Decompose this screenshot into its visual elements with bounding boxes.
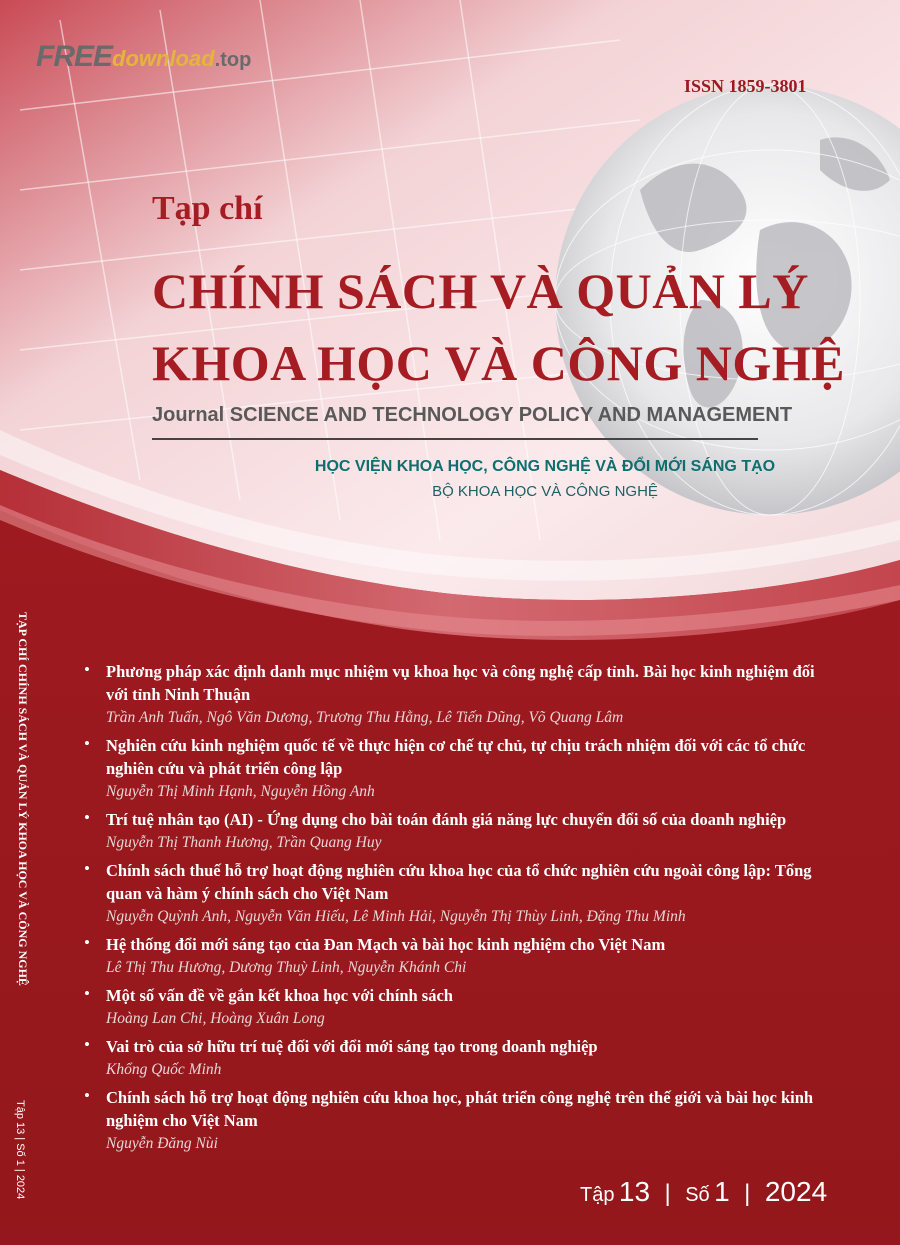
spine-title-text: TẠP CHÍ CHÍNH SÁCH VÀ QUẢN LÝ KHOA HỌC VÀ CÔNG NGHỆ bbox=[16, 612, 30, 986]
toc-item bbox=[78, 660, 838, 730]
bullet-icon: • bbox=[84, 660, 90, 679]
toc-item bbox=[78, 1086, 838, 1156]
article-authors: Nguyễn Thị Minh Hạnh, Nguyễn Hồng Anh bbox=[106, 783, 375, 800]
issue-separator: | bbox=[664, 1180, 671, 1207]
spine-issue bbox=[6, 1100, 28, 1240]
watermark-download: download bbox=[112, 46, 215, 71]
table-of-contents bbox=[78, 660, 838, 1160]
article-title: Chính sách thuế hỗ trợ hoạt động nghiên cứu khoa học của tổ chức nghiên cứu ngoài công lập: Tổng quan và hàm ý chính sách cho Việt Nam bbox=[106, 861, 812, 903]
journal-title-line-1: CHÍNH SÁCH VÀ QUẢN LÝ bbox=[152, 263, 809, 319]
toc-item bbox=[78, 808, 838, 855]
article-authors: Lê Thị Thu Hương, Dương Thuỳ Linh, Nguyễn Khánh Chi bbox=[106, 959, 467, 976]
toc-item bbox=[78, 859, 838, 929]
article-title: Một số vấn đề về gắn kết khoa học với chính sách bbox=[106, 986, 453, 1005]
toc-item bbox=[78, 734, 838, 804]
article-title: Vai trò của sở hữu trí tuệ đối với đổi mới sáng tạo trong doanh nghiệp bbox=[106, 1037, 598, 1056]
watermark-logo bbox=[36, 40, 251, 74]
issue-separator: | bbox=[744, 1180, 751, 1207]
watermark-top: .top bbox=[214, 49, 252, 71]
title-divider bbox=[152, 438, 758, 440]
bullet-icon: • bbox=[84, 1035, 90, 1054]
issue-year: 2024 bbox=[764, 1176, 828, 1207]
journal-english-title: Journal SCIENCE AND TECHNOLOGY POLICY AND MANAGEMENT bbox=[152, 404, 793, 426]
ministry-label: BỘ KHOA HỌC VÀ CÔNG NGHỆ bbox=[432, 483, 658, 500]
toc-item bbox=[78, 1035, 838, 1082]
article-authors: Hoàng Lan Chi, Hoàng Xuân Long bbox=[106, 1010, 325, 1027]
tap-chi-label: Tạp chí bbox=[152, 190, 263, 227]
toc-item bbox=[78, 933, 838, 980]
article-title: Nghiên cứu kinh nghiệm quốc tế về thực hiện cơ chế tự chủ, tự chịu trách nhiệm đối với các tổ chức nghiên cứu và phát triển công lập bbox=[106, 736, 806, 778]
issn-number: ISSN 1859-3801 bbox=[684, 76, 807, 96]
watermark-free: FREE bbox=[36, 40, 113, 73]
volume-label: Tập bbox=[580, 1184, 615, 1206]
issue-number: 1 bbox=[714, 1176, 730, 1207]
volume-number: 13 bbox=[618, 1176, 651, 1207]
bullet-icon: • bbox=[84, 808, 90, 827]
bullet-icon: • bbox=[84, 1086, 90, 1105]
bullet-icon: • bbox=[84, 734, 90, 753]
bullet-icon: • bbox=[84, 859, 90, 878]
article-title: Phương pháp xác định danh mục nhiệm vụ khoa học và công nghệ cấp tỉnh. Bài học kinh nghiệm đối với tỉnh Ninh Thuận bbox=[106, 662, 815, 704]
number-label: Số bbox=[685, 1184, 710, 1206]
article-authors: Nguyễn Thị Thanh Hương, Trần Quang Huy bbox=[106, 834, 382, 851]
spine-issue-text: Tập 13 | Số 1 | 2024 bbox=[14, 1100, 26, 1200]
article-title: Chính sách hỗ trợ hoạt động nghiên cứu khoa học, phát triển công nghệ trên thế giới và bài học kinh nghiệm cho Việt Nam bbox=[106, 1088, 814, 1130]
article-authors: Nguyễn Đăng Nùi bbox=[106, 1135, 218, 1152]
publisher-academy bbox=[0, 458, 900, 476]
issue-info bbox=[580, 1176, 827, 1208]
bullet-icon: • bbox=[84, 984, 90, 1003]
article-authors: Nguyễn Quỳnh Anh, Nguyễn Văn Hiếu, Lê Minh Hải, Nguyễn Thị Thùy Linh, Đặng Thu Minh bbox=[106, 908, 686, 925]
article-authors: Trần Anh Tuấn, Ngô Văn Dương, Trương Thu Hằng, Lê Tiến Dũng, Võ Quang Lâm bbox=[106, 709, 624, 726]
spine-title bbox=[6, 612, 32, 1032]
bullet-icon: • bbox=[84, 933, 90, 952]
academy-label: HỌC VIỆN KHOA HỌC, CÔNG NGHỆ VÀ ĐỔI MỚI SÁNG TẠO bbox=[314, 458, 776, 475]
journal-title-line-2: KHOA HỌC VÀ CÔNG NGHỆ bbox=[152, 335, 845, 391]
article-title: Trí tuệ nhân tạo (AI) - Ứng dụng cho bài toán đánh giá năng lực chuyển đổi số của doanh nghiệp bbox=[106, 810, 787, 829]
toc-item bbox=[78, 984, 838, 1031]
article-authors: Khổng Quốc Minh bbox=[106, 1061, 222, 1078]
article-title: Hệ thống đổi mới sáng tạo của Đan Mạch và bài học kinh nghiệm cho Việt Nam bbox=[106, 935, 666, 954]
publisher-ministry bbox=[0, 483, 900, 500]
